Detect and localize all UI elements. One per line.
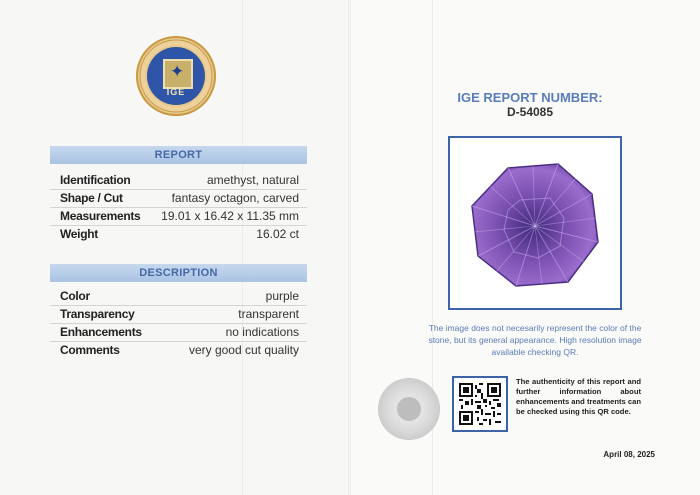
row-key: Shape / Cut bbox=[60, 191, 123, 205]
report-date: April 08, 2025 bbox=[603, 450, 655, 459]
table-row bbox=[50, 190, 307, 208]
center-fold bbox=[348, 0, 351, 495]
amethyst-gem-image bbox=[450, 138, 620, 308]
report-number-title: IGE REPORT NUMBER: bbox=[457, 90, 603, 105]
star-icon: ✦ bbox=[170, 62, 185, 82]
table-row bbox=[50, 288, 307, 306]
row-key: Enhancements bbox=[60, 325, 142, 339]
table-row bbox=[50, 306, 307, 324]
seal-label: IGE bbox=[166, 87, 186, 97]
row-key: Weight bbox=[60, 227, 98, 241]
row-value: very good cut quality bbox=[188, 343, 299, 357]
row-value: purple bbox=[265, 289, 299, 303]
row-value: fantasy octagon, carved bbox=[171, 191, 299, 205]
gem-photo-frame bbox=[448, 136, 622, 310]
row-value: no indications bbox=[225, 325, 299, 339]
report-table bbox=[50, 172, 307, 243]
row-value: transparent bbox=[238, 307, 299, 321]
row-key: Color bbox=[60, 289, 90, 303]
authenticity-note: The authenticity of this report and further information about enhancements and treatments can be checked using this QR code. bbox=[516, 377, 641, 416]
row-key: Identification bbox=[60, 173, 131, 187]
table-row bbox=[50, 342, 307, 359]
ige-seal-logo bbox=[136, 36, 216, 116]
table-row bbox=[50, 172, 307, 190]
seal-emblem bbox=[147, 47, 205, 105]
row-key: Transparency bbox=[60, 307, 135, 321]
embossed-stamp-icon bbox=[379, 379, 439, 439]
description-header: DESCRIPTION bbox=[50, 264, 307, 282]
report-header: REPORT bbox=[50, 146, 307, 164]
row-value: amethyst, natural bbox=[206, 173, 299, 187]
table-row bbox=[50, 226, 307, 243]
report-number: D-54085 bbox=[506, 105, 554, 119]
qr-code-icon bbox=[459, 383, 501, 425]
qr-code[interactable] bbox=[452, 376, 508, 432]
row-key: Measurements bbox=[60, 209, 141, 223]
row-value: 19.01 x 16.42 x 11.35 mm bbox=[161, 209, 299, 223]
table-row bbox=[50, 208, 307, 226]
stamp-core bbox=[397, 397, 421, 421]
row-value: 16.02 ct bbox=[256, 227, 299, 241]
description-table bbox=[50, 288, 307, 359]
row-key: Comments bbox=[60, 343, 120, 357]
image-disclaimer: The image does not necesarily represent the color of the stone, but its general appearance. High resolution image available checking QR. bbox=[428, 323, 642, 357]
table-row bbox=[50, 324, 307, 342]
paper-crease bbox=[242, 0, 243, 495]
